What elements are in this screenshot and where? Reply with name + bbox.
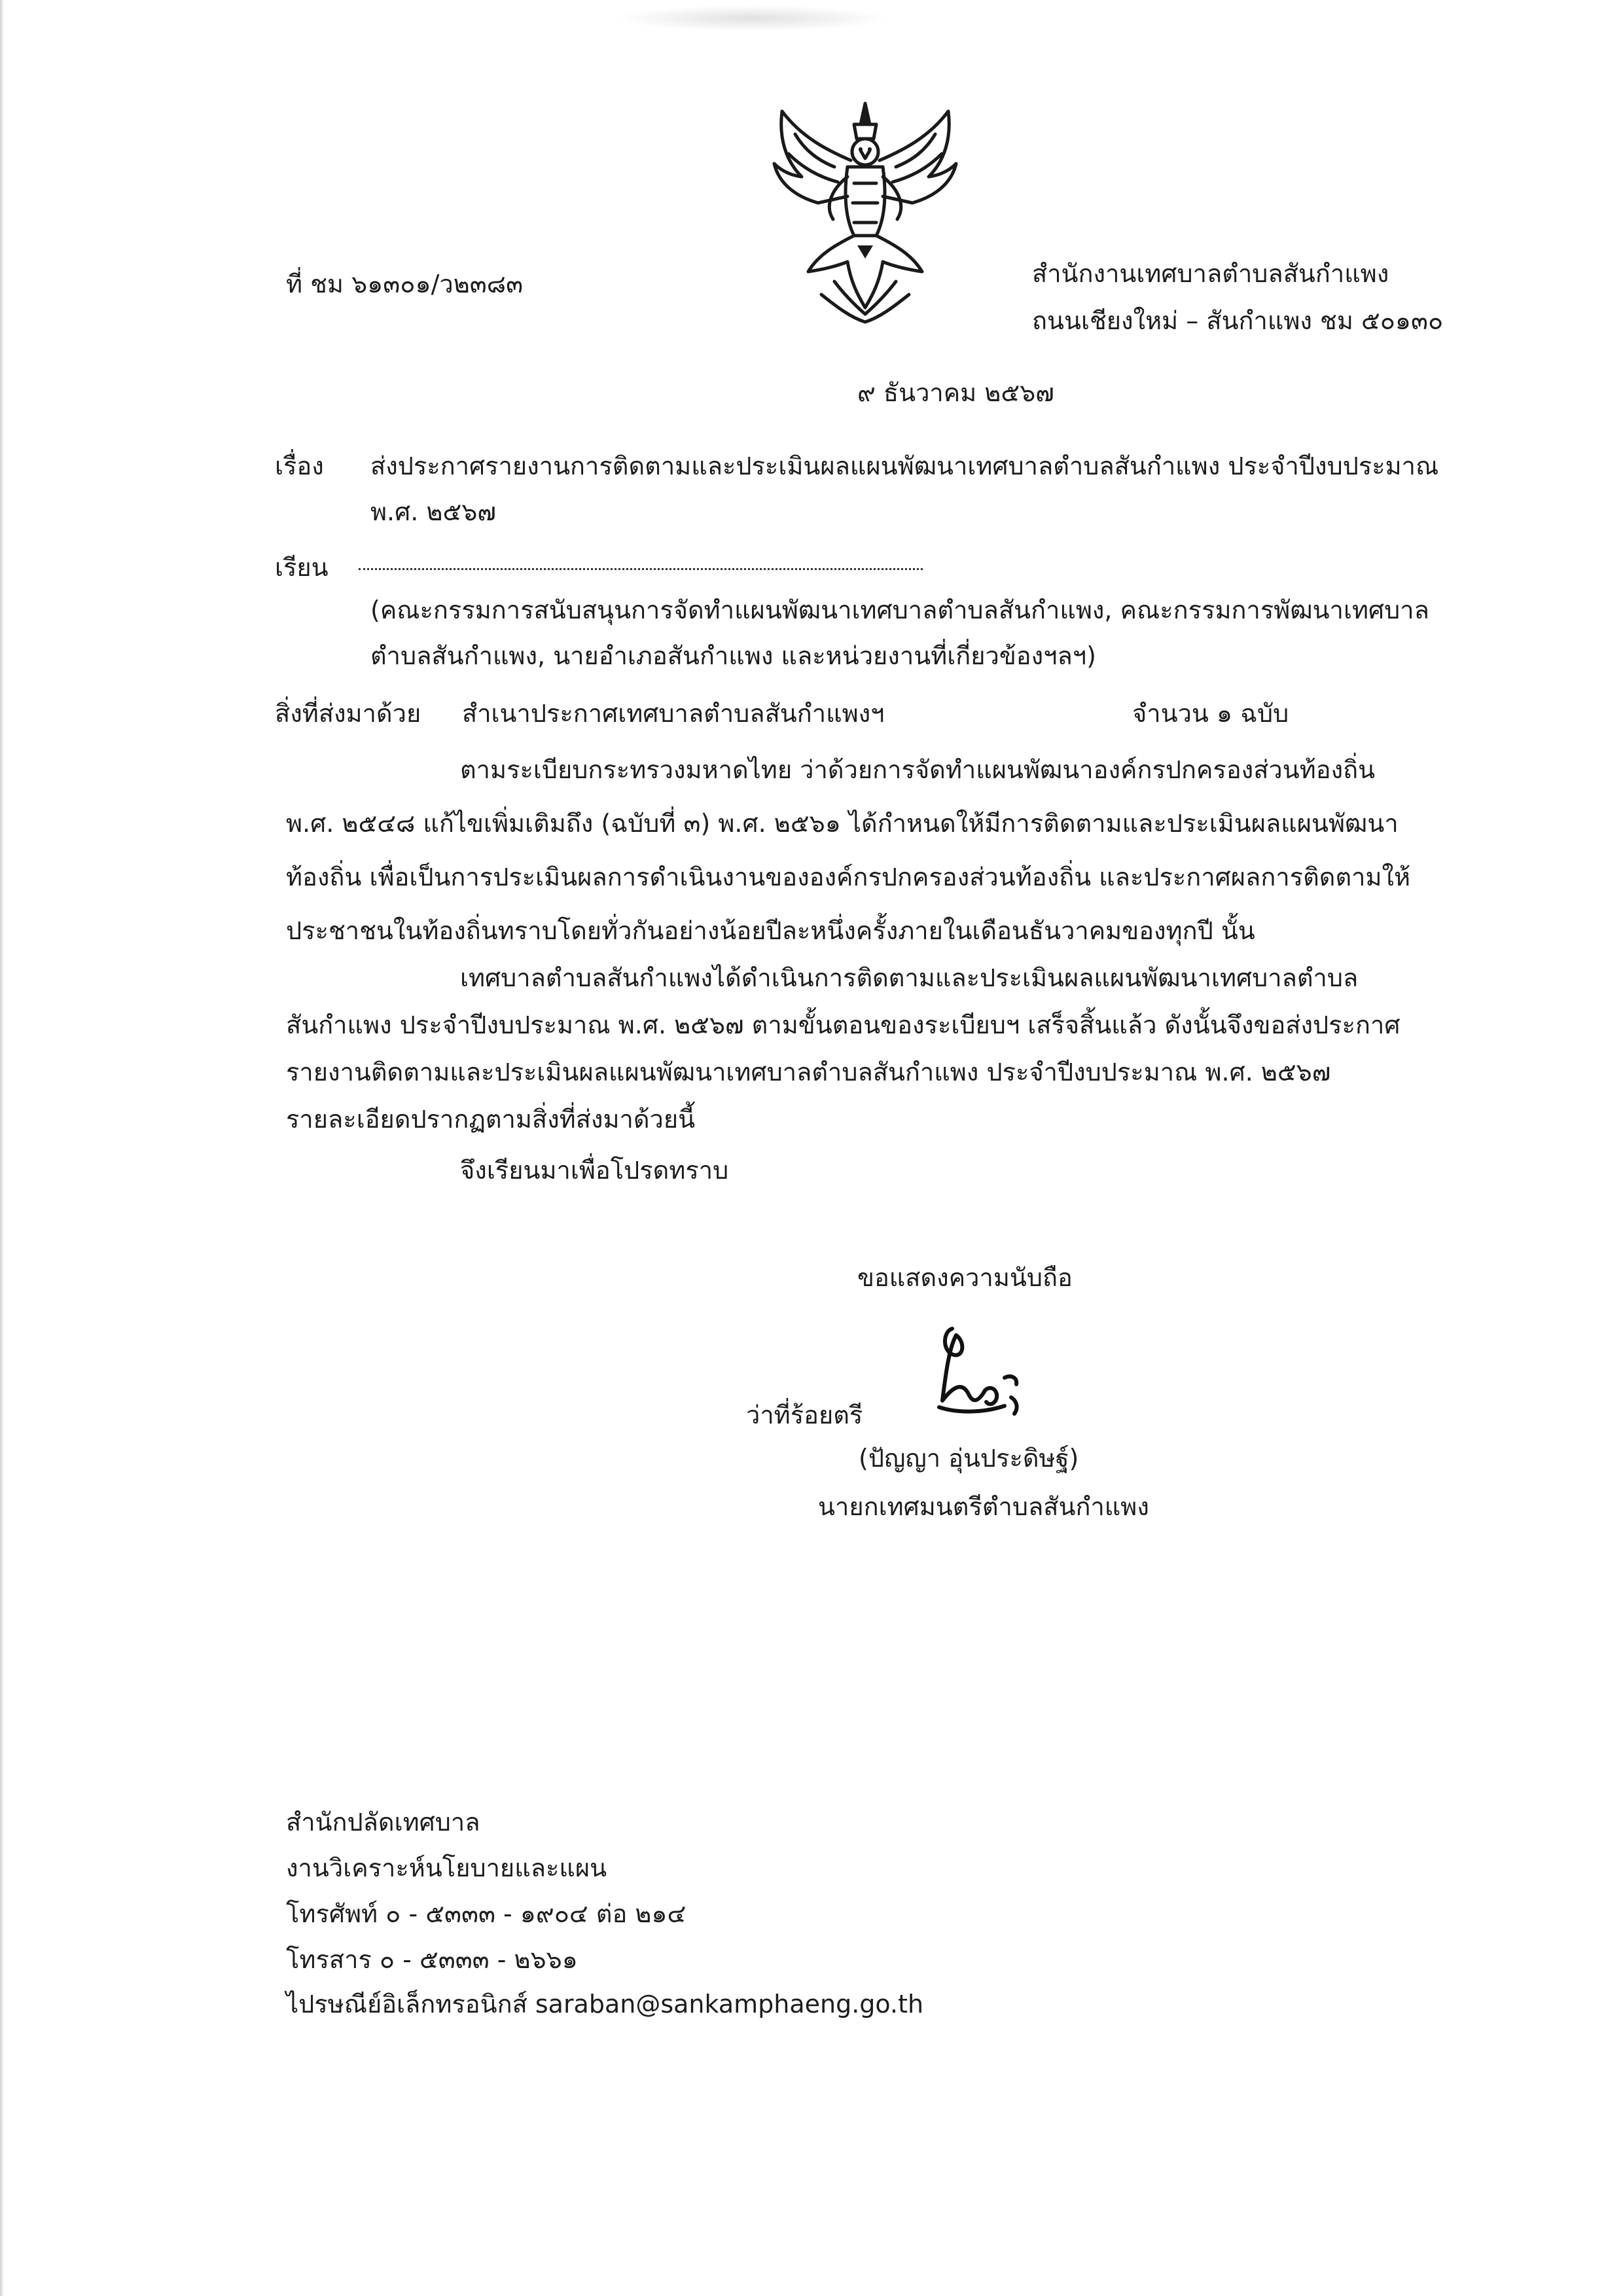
- office-address: ถนนเชียงใหม่ – สันกำแพง ชม ๕๐๑๓๐: [1032, 306, 1444, 335]
- enclosure-count: จำนวน ๑ ฉบับ: [1132, 699, 1289, 728]
- body-p1-line-1: ตามระเบียบกระทรวงมหาดไทย ว่าด้วยการจัดทำแผนพัฒนาองค์กรปกครองส่วนท้องถิ่น: [460, 755, 1376, 784]
- body-p1-line-2: พ.ศ. ๒๕๔๘ แก้ไขเพิ่มเติมถึง (ฉบับที่ ๓) พ.ศ. ๒๕๖๑ ได้กำหนดให้มีการติดตามและประเมินผลแผนพัฒนา: [286, 809, 1399, 838]
- recipient-line-2: ตำบลสันกำแพง, นายอำเภอสันกำแพง และหน่วยงานที่เกี่ยวข้องฯลฯ): [370, 641, 1096, 670]
- reference-number: ที่ ชม ๖๑๓๐๑/ว๒๓๘๓: [286, 270, 524, 298]
- regards: ขอแสดงความนับถือ: [857, 1263, 1073, 1292]
- body-p1-line-3: ท้องถิ่น เพื่อเป็นการประเมินผลการดำเนินงานขององค์กรปกครองส่วนท้องถิ่น และประกาศผลการติดตามให้: [286, 863, 1411, 891]
- contact-email: ไปรษณีย์อิเล็กทรอนิกส์ saraban@sankamphaeng.go.th: [286, 1990, 924, 2018]
- garuda-emblem-icon: [756, 98, 975, 327]
- letter-date: ๙ ธันวาคม ๒๕๖๗: [857, 378, 1054, 407]
- subject-label: เรื่อง: [275, 452, 324, 480]
- contact-department: สำนักปลัดเทศบาล: [286, 1808, 480, 1837]
- recipient-label: เรียน: [275, 553, 329, 582]
- handwritten-signature: [913, 1316, 1044, 1440]
- enclosure-item: สำเนาประกาศเทศบาลตำบลสันกำแพงฯ: [462, 699, 885, 728]
- body-p2-line-3: รายงานติดตามและประเมินผลแผนพัฒนาเทศบาลตำบลสันกำแพง ประจำปีงบประมาณ พ.ศ. ๒๕๖๗: [286, 1058, 1331, 1086]
- subject-line-1: ส่งประกาศรายงานการติดตามและประเมินผลแผนพัฒนาเทศบาลตำบลสันกำแพง ประจำปีงบประมาณ: [370, 452, 1439, 480]
- signer-name: (ปัญญา อุ่นประดิษฐ์): [859, 1444, 1079, 1473]
- contact-fax: โทรสาร ๐ - ๕๓๓๓ - ๒๖๖๑: [286, 1945, 578, 1974]
- signer-position: นายกเทศมนตรีตำบลสันกำแพง: [818, 1492, 1149, 1521]
- enclosure-label: สิ่งที่ส่งมาด้วย: [275, 699, 421, 728]
- body-p2-line-4: รายละเอียดปรากฏตามสิ่งที่ส่งมาด้วยนี้: [286, 1105, 696, 1134]
- recipient-blank-line: [359, 568, 923, 570]
- contact-phone: โทรศัพท์ ๐ - ๕๓๓๓ - ๑๙๐๔ ต่อ ๒๑๔: [286, 1899, 687, 1928]
- contact-section: งานวิเคราะห์นโยบายและแผน: [286, 1854, 607, 1882]
- body-p2-line-1: เทศบาลตำบลสันกำแพงได้ดำเนินการติดตามและประเมินผลแผนพัฒนาเทศบาลตำบล: [460, 963, 1359, 992]
- subject-line-2: พ.ศ. ๒๕๖๗: [370, 497, 496, 526]
- recipient-line-1: (คณะกรรมการสนับสนุนการจัดทำแผนพัฒนาเทศบาลตำบลสันกำแพง, คณะกรรมการพัฒนาเทศบาล: [370, 596, 1429, 624]
- signer-rank: ว่าที่ร้อยตรี: [746, 1401, 863, 1429]
- body-p2-line-2: สันกำแพง ประจำปีงบประมาณ พ.ศ. ๒๕๖๗ ตามขั้นตอนของระเบียบฯ เสร็จสิ้นแล้ว ดังนั้นจึงขอส่งประกาศ: [286, 1011, 1400, 1039]
- closing-line: จึงเรียนมาเพื่อโปรดทราบ: [460, 1156, 729, 1185]
- office-name: สำนักงานเทศบาลตำบลสันกำแพง: [1032, 259, 1389, 288]
- body-p1-line-4: ประชาชนในท้องถิ่นทราบโดยทั่วกันอย่างน้อยปีละหนึ่งครั้งภายในเดือนธันวาคมของทุกปี นั้น: [286, 916, 1255, 945]
- scan-edge-shadow: [0, 0, 4, 2296]
- scan-smudge: [615, 5, 890, 31]
